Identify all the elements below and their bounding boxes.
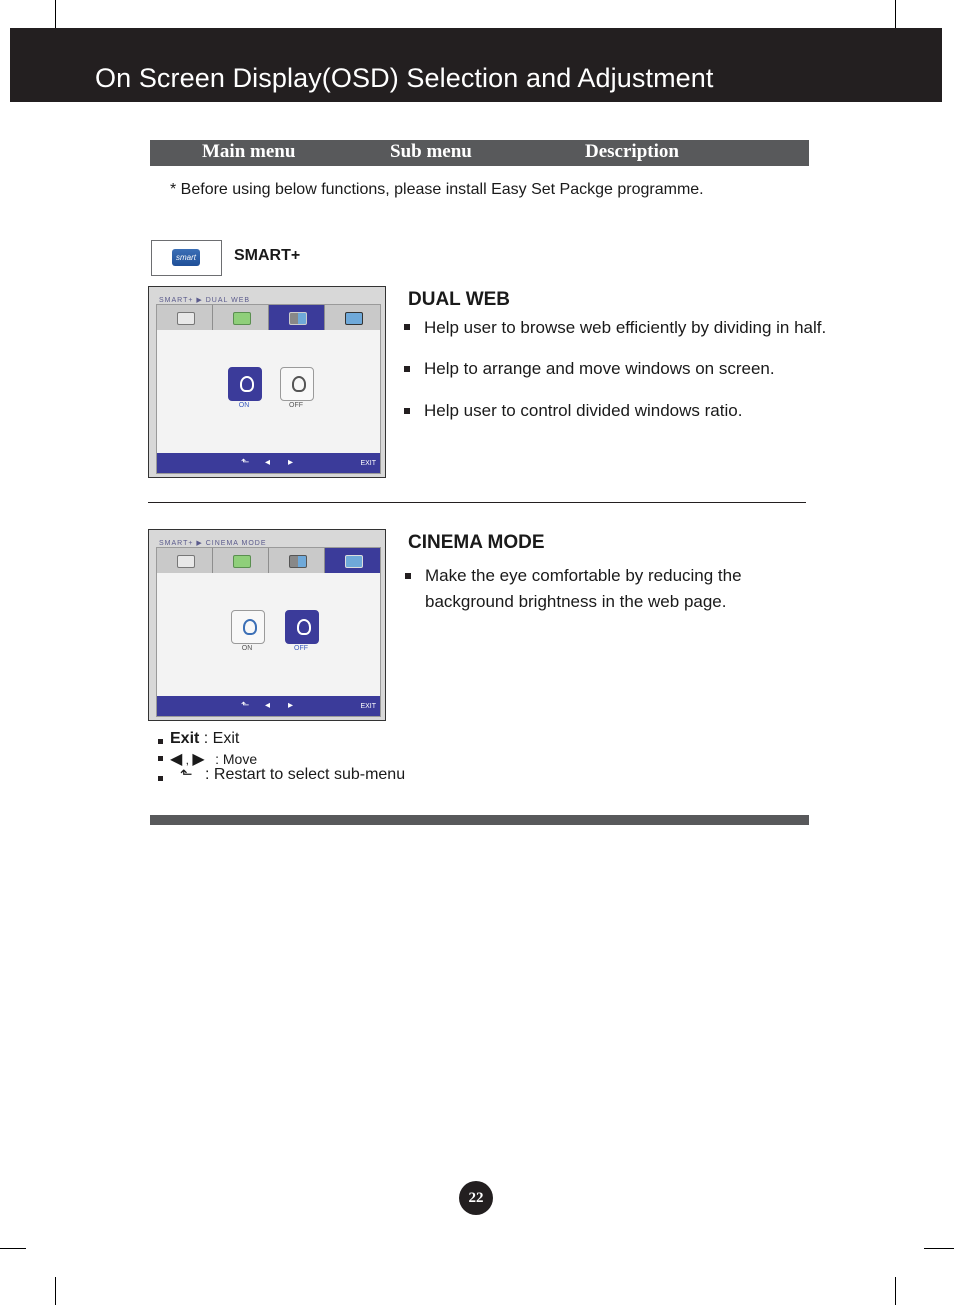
legend-exit-text: : Exit	[199, 730, 240, 747]
osd-tab-pointer	[157, 548, 213, 573]
exit-label: EXIT	[360, 703, 376, 710]
column-sub-menu: Sub menu	[390, 141, 472, 162]
main-menu-label: SMART+	[234, 247, 301, 264]
left-arrow-icon: ◂	[265, 457, 271, 468]
smart-logo-icon: smart	[172, 249, 200, 266]
bullet-icon	[158, 756, 163, 761]
on-button	[228, 367, 262, 401]
osd-tab-screen	[213, 548, 269, 573]
section-divider	[148, 502, 806, 503]
on-label: ON	[238, 402, 250, 409]
screen-icon	[233, 312, 251, 325]
osd-tab-cinema	[325, 548, 380, 573]
legend-exit	[170, 730, 239, 748]
crop-mark	[895, 0, 896, 28]
osd-bottom-bar	[157, 696, 380, 716]
dual-web-title: DUAL WEB	[408, 289, 511, 310]
crop-mark	[924, 1248, 954, 1249]
osd-tabs	[157, 548, 380, 573]
column-main-menu: Main menu	[202, 141, 296, 162]
bullet-icon	[158, 739, 163, 744]
off-button	[285, 610, 319, 644]
off-label: OFF	[289, 402, 303, 409]
right-arrow-icon: ▸	[288, 457, 294, 468]
return-icon: ⬑	[241, 457, 250, 468]
cinema-mode-bullet: background brightness in the web page.	[425, 592, 727, 611]
on-label: ON	[241, 645, 253, 652]
osd-tab-pointer	[157, 305, 213, 330]
dual-web-icon	[289, 555, 307, 568]
dual-web-osd-screenshot	[148, 286, 386, 478]
pointer-icon	[177, 555, 195, 568]
table-header	[150, 140, 809, 166]
cinema-mode-bullet: Make the eye comfortable by reducing the	[425, 566, 742, 585]
table-bottom-bar	[150, 815, 809, 825]
install-note: * Before using below functions, please install Easy Set Packge programme.	[170, 181, 704, 198]
osd-breadcrumb: SMART+ ▶ CINEMA MODE	[159, 540, 267, 547]
legend-restart-text: : Restart to select sub-menu	[205, 766, 406, 783]
dual-web-bullet: Help to arrange and move windows on screen.	[424, 359, 775, 378]
on-button	[231, 610, 265, 644]
dual-web-bullet: Help user to browse web efficiently by dividing in half.	[424, 318, 827, 337]
legend-exit-key: Exit	[170, 730, 200, 747]
left-arrow-icon: ◀	[170, 751, 183, 768]
bullet-icon	[404, 366, 410, 372]
osd-bottom-bar	[157, 453, 380, 473]
bulb-off-icon	[297, 619, 311, 635]
left-arrow-icon: ◂	[265, 700, 271, 711]
osd-window	[156, 304, 381, 474]
comma-separator: ,	[182, 753, 193, 767]
bulb-on-icon	[240, 376, 254, 392]
return-icon: ⬑	[180, 766, 193, 783]
dual-web-icon	[289, 312, 307, 325]
legend-move-text: : Move	[215, 751, 258, 767]
osd-breadcrumb: SMART+ ▶ DUAL WEB	[159, 297, 251, 304]
crop-mark	[895, 1277, 896, 1305]
cinema-mode-title: CINEMA MODE	[408, 532, 545, 553]
bulb-on-icon	[243, 619, 257, 635]
pointer-icon	[177, 312, 195, 325]
osd-window	[156, 547, 381, 717]
legend-restart	[180, 765, 405, 784]
bullet-icon	[404, 408, 410, 414]
off-button	[280, 367, 314, 401]
cinema-mode-osd-screenshot	[148, 529, 386, 721]
return-icon: ⬑	[241, 700, 250, 711]
crop-mark	[55, 1277, 56, 1305]
screen-icon	[233, 555, 251, 568]
page-title: On Screen Display(OSD) Selection and Adjustment	[95, 63, 714, 93]
smart-menu-icon-box	[151, 240, 222, 276]
crop-mark	[55, 0, 56, 28]
crop-mark	[0, 1248, 26, 1249]
cinema-icon	[345, 555, 363, 568]
bullet-icon	[158, 776, 163, 781]
osd-tab-dual-web	[269, 548, 325, 573]
bulb-off-icon	[292, 376, 306, 392]
cinema-icon	[345, 312, 363, 325]
bullet-icon	[405, 573, 411, 579]
exit-label: EXIT	[360, 460, 376, 467]
off-label: OFF	[294, 645, 308, 652]
page-number: 22	[459, 1181, 493, 1215]
bullet-icon	[404, 324, 410, 330]
right-arrow-icon: ▸	[288, 700, 294, 711]
osd-tab-dual-web	[269, 305, 325, 330]
column-description: Description	[585, 141, 679, 162]
right-arrow-icon: ▶	[192, 751, 205, 768]
osd-tab-screen	[213, 305, 269, 330]
osd-tabs	[157, 305, 380, 330]
osd-tab-cinema	[325, 305, 380, 330]
dual-web-bullet: Help user to control divided windows ratio.	[424, 401, 743, 420]
